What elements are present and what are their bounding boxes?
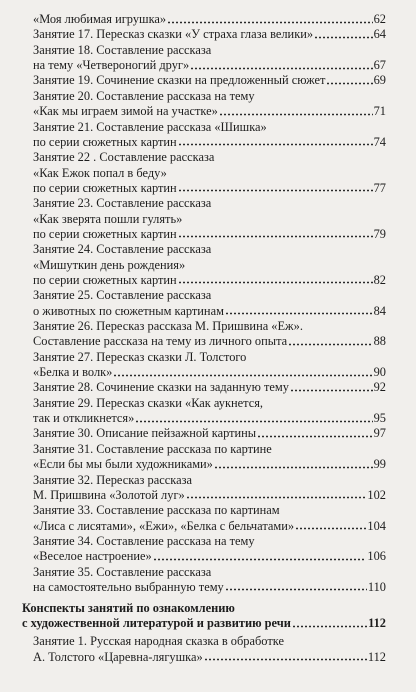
toc-page-number: 82 (373, 272, 386, 287)
toc-page-number: 99 (373, 457, 386, 472)
toc-page-number: 62 (373, 12, 386, 26)
dot-leader (167, 21, 373, 24)
dot-leader (135, 420, 372, 423)
toc-page-number: 112 (368, 616, 386, 630)
toc-entry-text: Занятие 31. Составление рассказа по картине (33, 441, 272, 456)
dot-leader (288, 343, 372, 346)
toc-entry-text: с художественной литературой и развитию речи (22, 616, 291, 630)
toc-page-number: 67 (373, 58, 386, 72)
toc-page-number: 95 (373, 411, 386, 426)
toc-page-number: 77 (373, 180, 386, 195)
toc-page-number: 79 (373, 226, 386, 241)
dot-leader (153, 558, 367, 561)
dot-leader (190, 67, 372, 70)
toc-entry-text: Занятие 18. Составление рассказа (33, 42, 212, 57)
dot-leader (178, 281, 373, 284)
toc-entry-text: по серии сюжетных картин (33, 134, 177, 149)
toc-entry-text: «Белка и волк» (33, 365, 113, 380)
toc-entry-text: на самостоятельно выбранную тему (33, 579, 224, 594)
toc-entry-text: Занятие 26. Пересказ рассказа М. Пришвина «Еж». (33, 319, 303, 333)
toc-page-number: 88 (373, 334, 386, 349)
toc-entry-text: Занятие 21. Составление рассказа «Шишка» (33, 119, 267, 134)
toc-page-number: 92 (373, 380, 386, 395)
toc-entry-text: по серии сюжетных картин (33, 226, 177, 241)
toc-entry-text: Занятие 33. Составление рассказа по картинам (33, 503, 280, 518)
dot-leader (204, 658, 367, 661)
toc-entry-text: Занятие 22 . Составление рассказа (33, 150, 215, 165)
dot-leader (113, 374, 372, 377)
toc-entry-text: «Если бы мы были художниками» (33, 457, 213, 472)
toc-entry-text: Занятие 29. Пересказ сказки «Как аукнется, (33, 395, 264, 410)
toc-line (33, 648, 386, 666)
dot-leader (219, 113, 373, 116)
toc-entry-text: Занятие 30. Описание пейзажной картины (33, 426, 257, 441)
toc-entry-text: Занятие 19. Сочинение сказки на предложенный сюжет (33, 73, 326, 88)
toc-entry-text: «Как мы играем зимой на участке» (33, 104, 218, 119)
toc-page-number: 106 (367, 549, 386, 564)
toc-entry-text: Занятие 35. Составление рассказа (33, 564, 212, 579)
toc-entry-text: по серии сюжетных картин (33, 180, 177, 195)
toc-entry-text: А. Толстого «Царевна-лягушка» (33, 649, 203, 664)
dot-leader (186, 496, 367, 499)
toc-entry-text: Конспекты занятий по ознакомлению (22, 600, 235, 615)
toc-entry-text: «Как зверята пошли гулять» (33, 211, 183, 226)
toc-entry-text: Занятие 1. Русская народная сказка в обработке (33, 634, 284, 649)
toc-entry-text: Занятие 23. Составление рассказа (33, 196, 212, 211)
toc-entry-text: Занятие 17. Пересказ сказки «У страха глаза велики» (33, 27, 314, 42)
dot-leader (314, 36, 373, 39)
toc-page-number: 102 (367, 487, 386, 502)
toc-entry-text: Занятие 28. Сочинение сказки на заданную тему (33, 380, 289, 395)
toc-page-number: 104 (367, 518, 386, 533)
dot-leader (214, 466, 373, 469)
toc-entry-text: на тему «Четвероногий друг» (33, 58, 190, 72)
dot-leader (295, 527, 366, 530)
toc-page-number: 71 (373, 104, 386, 119)
dot-leader (326, 82, 372, 85)
toc-entry-text: так и откликнется» (33, 411, 135, 426)
dot-leader (178, 235, 373, 238)
toc-entry-text: «Лиса с лисятами», «Ежи», «Белка с бельчатами» (33, 518, 295, 533)
toc-entry-text: Занятие 24. Составление рассказа (33, 242, 212, 257)
toc-entry-text: Занятие 25. Составление рассказа (33, 288, 212, 303)
toc-page-number: 84 (373, 303, 386, 318)
toc-entry-text: «Веселое настроение» (33, 549, 152, 564)
toc-entry-text: «Моя любимая игрушка» (33, 12, 167, 26)
toc-page-number: 90 (373, 365, 386, 380)
dot-leader (225, 312, 373, 315)
toc-page-number: 97 (373, 426, 386, 441)
toc-entry-text: Занятие 32. Пересказ рассказа (33, 472, 192, 487)
dot-leader (178, 189, 373, 192)
dot-leader (292, 625, 367, 628)
dot-leader (178, 143, 373, 146)
toc-entry-text: Составление рассказа на тему из личного опыта (33, 334, 288, 349)
section-heading-line (22, 614, 386, 632)
toc-entry-text: Занятие 27. Пересказ сказки Л. Толстого (33, 349, 247, 364)
toc-entry-text: Занятие 34. Составление рассказа на тему (33, 533, 255, 548)
toc-page-number: 69 (373, 73, 386, 88)
toc-page-number: 74 (373, 134, 386, 149)
toc-entry-text: М. Пришвина «Золотой луг» (33, 487, 185, 502)
toc-line (33, 578, 386, 596)
toc-entry-text: «Как Ежок попал в беду» (33, 165, 167, 180)
toc-page-number: 110 (367, 579, 386, 594)
dot-leader (225, 588, 367, 591)
toc-entry-text: «Мишуткин день рождения» (33, 257, 186, 272)
toc-entry-text: Занятие 20. Составление рассказа на тему (33, 88, 255, 103)
dot-leader (257, 435, 372, 438)
dot-leader (290, 389, 373, 392)
toc-entry-text: о животных по сюжетным картинам (33, 303, 224, 318)
toc-page-number: 112 (367, 649, 386, 664)
toc-page-number: 64 (373, 27, 386, 42)
toc-entry-text: по серии сюжетных картин (33, 272, 177, 287)
